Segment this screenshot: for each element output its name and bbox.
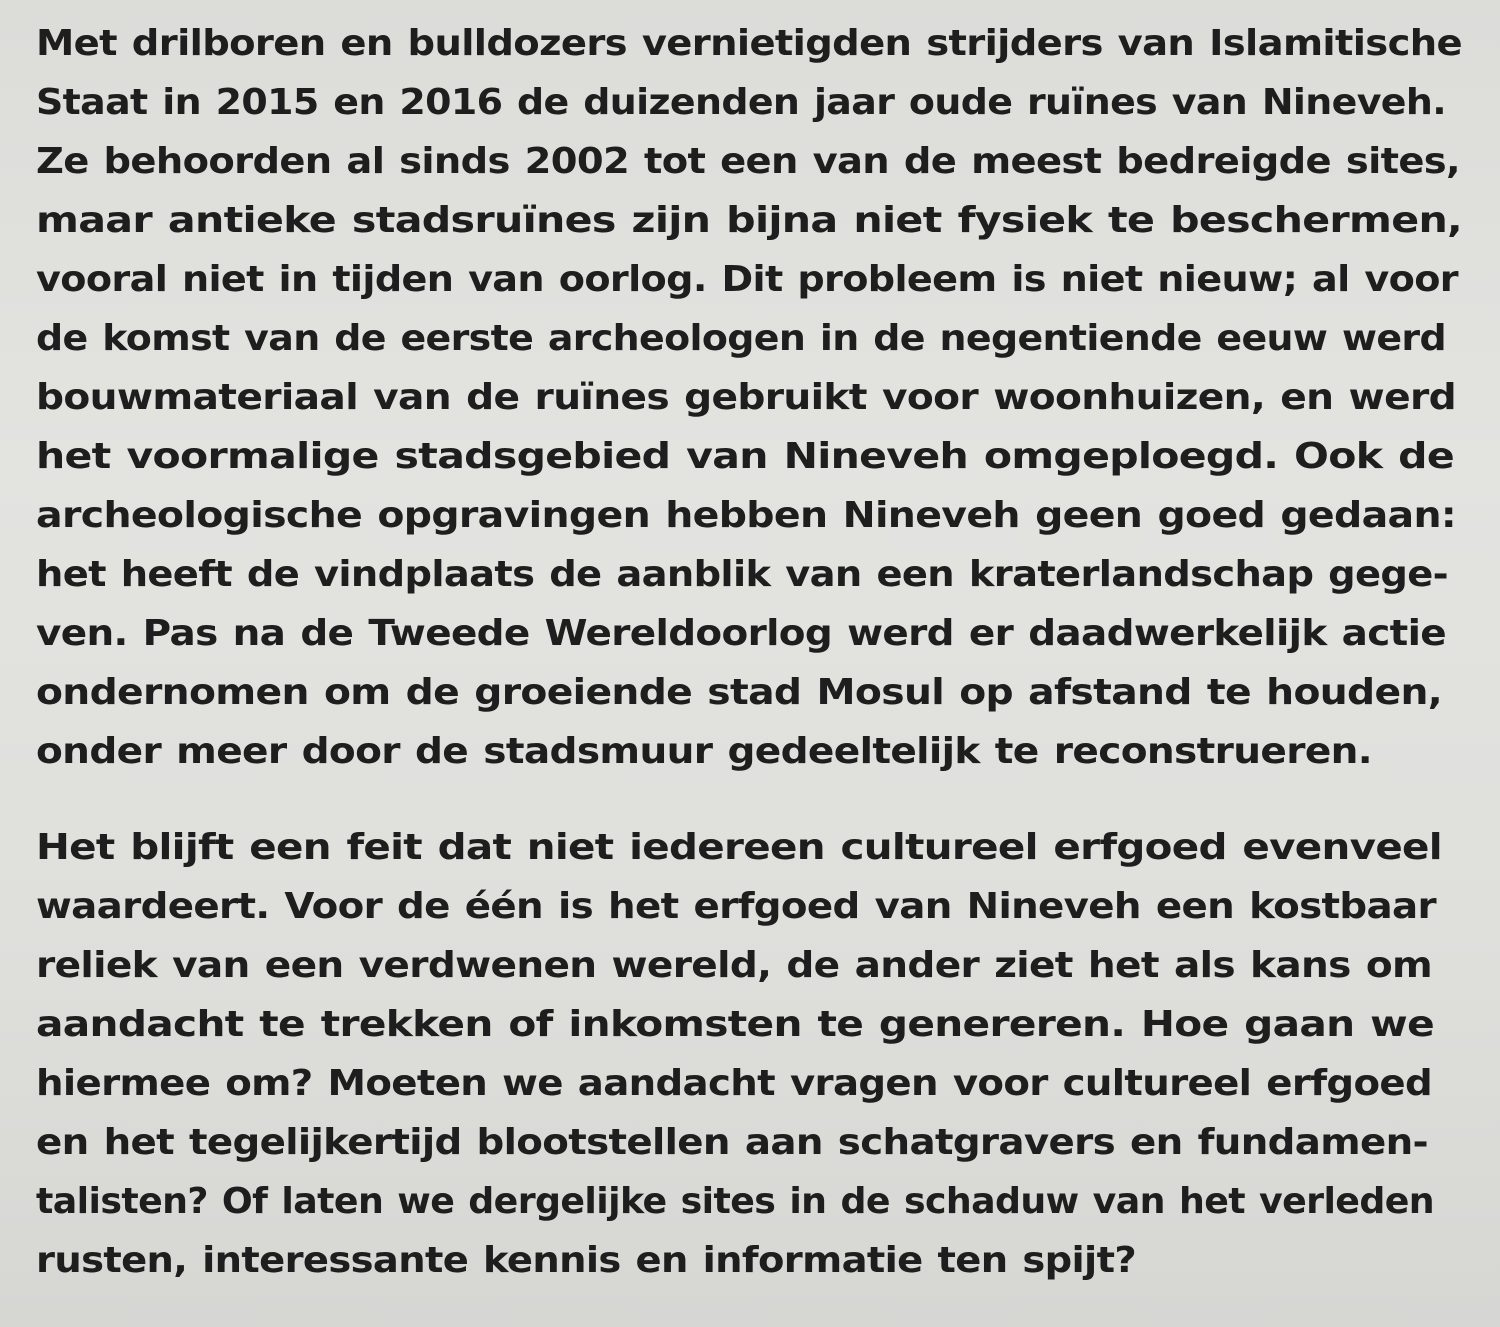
paragraph-2 [36,818,1462,1290]
text-line: Ze behoorden al sinds 2002 tot een van de meest bedreigde sites, [36,141,1460,182]
text-line: archeologische opgravingen hebben Nineveh geen goed gedaan: [36,495,1456,536]
paragraph-1 [36,14,1462,781]
text-line: vooral niet in tijden van oorlog. Dit probleem is niet nieuw; al voor [36,259,1458,300]
text-line: ven. Pas na de Tweede Wereldoorlog werd er daadwerkelijk actie [36,613,1447,654]
text-line: het voormalige stadsgebied van Nineveh omgeploegd. Ook de [36,436,1455,477]
text-line: de komst van de eerste archeologen in de negentiende eeuw werd [36,318,1446,359]
text-line: en het tegelijkertijd blootstellen aan schatgravers en fundamen- [36,1122,1428,1163]
text-line: bouwmateriaal van de ruïnes gebruikt voor woonhuizen, en werd [36,377,1456,418]
text-line: Met drilboren en bulldozers vernietigden strijders van Islamitische [36,23,1462,64]
text-line: reliek van een verdwenen wereld, de ander ziet het als kans om [36,945,1432,986]
text-line: talisten? Of laten we dergelijke sites in de schaduw van het verleden [36,1181,1434,1222]
text-line: rusten, interessante kennis en informatie ten spijt? [36,1240,1136,1281]
text-line: Het blijft een feit dat niet iedereen cultureel erfgoed evenveel [36,827,1442,868]
text-line: het heeft de vindplaats de aanblik van een kraterlandschap gege- [36,554,1448,595]
text-line: maar antieke stadsruïnes zijn bijna niet fysiek te beschermen, [36,200,1462,241]
text-line: ondernomen om de groeiende stad Mosul op afstand te houden, [36,672,1442,713]
text-line: waardeert. Voor de één is het erfgoed van Nineveh een kostbaar [36,886,1436,927]
text-line: aandacht te trekken of inkomsten te genereren. Hoe gaan we [36,1004,1434,1045]
text-line: Staat in 2015 en 2016 de duizenden jaar oude ruïnes van Nineveh. [36,82,1446,123]
text-line: hiermee om? Moeten we aandacht vragen voor cultureel erfgoed [36,1063,1432,1104]
text-line: onder meer door de stadsmuur gedeeltelijk te reconstrueren. [36,731,1372,772]
